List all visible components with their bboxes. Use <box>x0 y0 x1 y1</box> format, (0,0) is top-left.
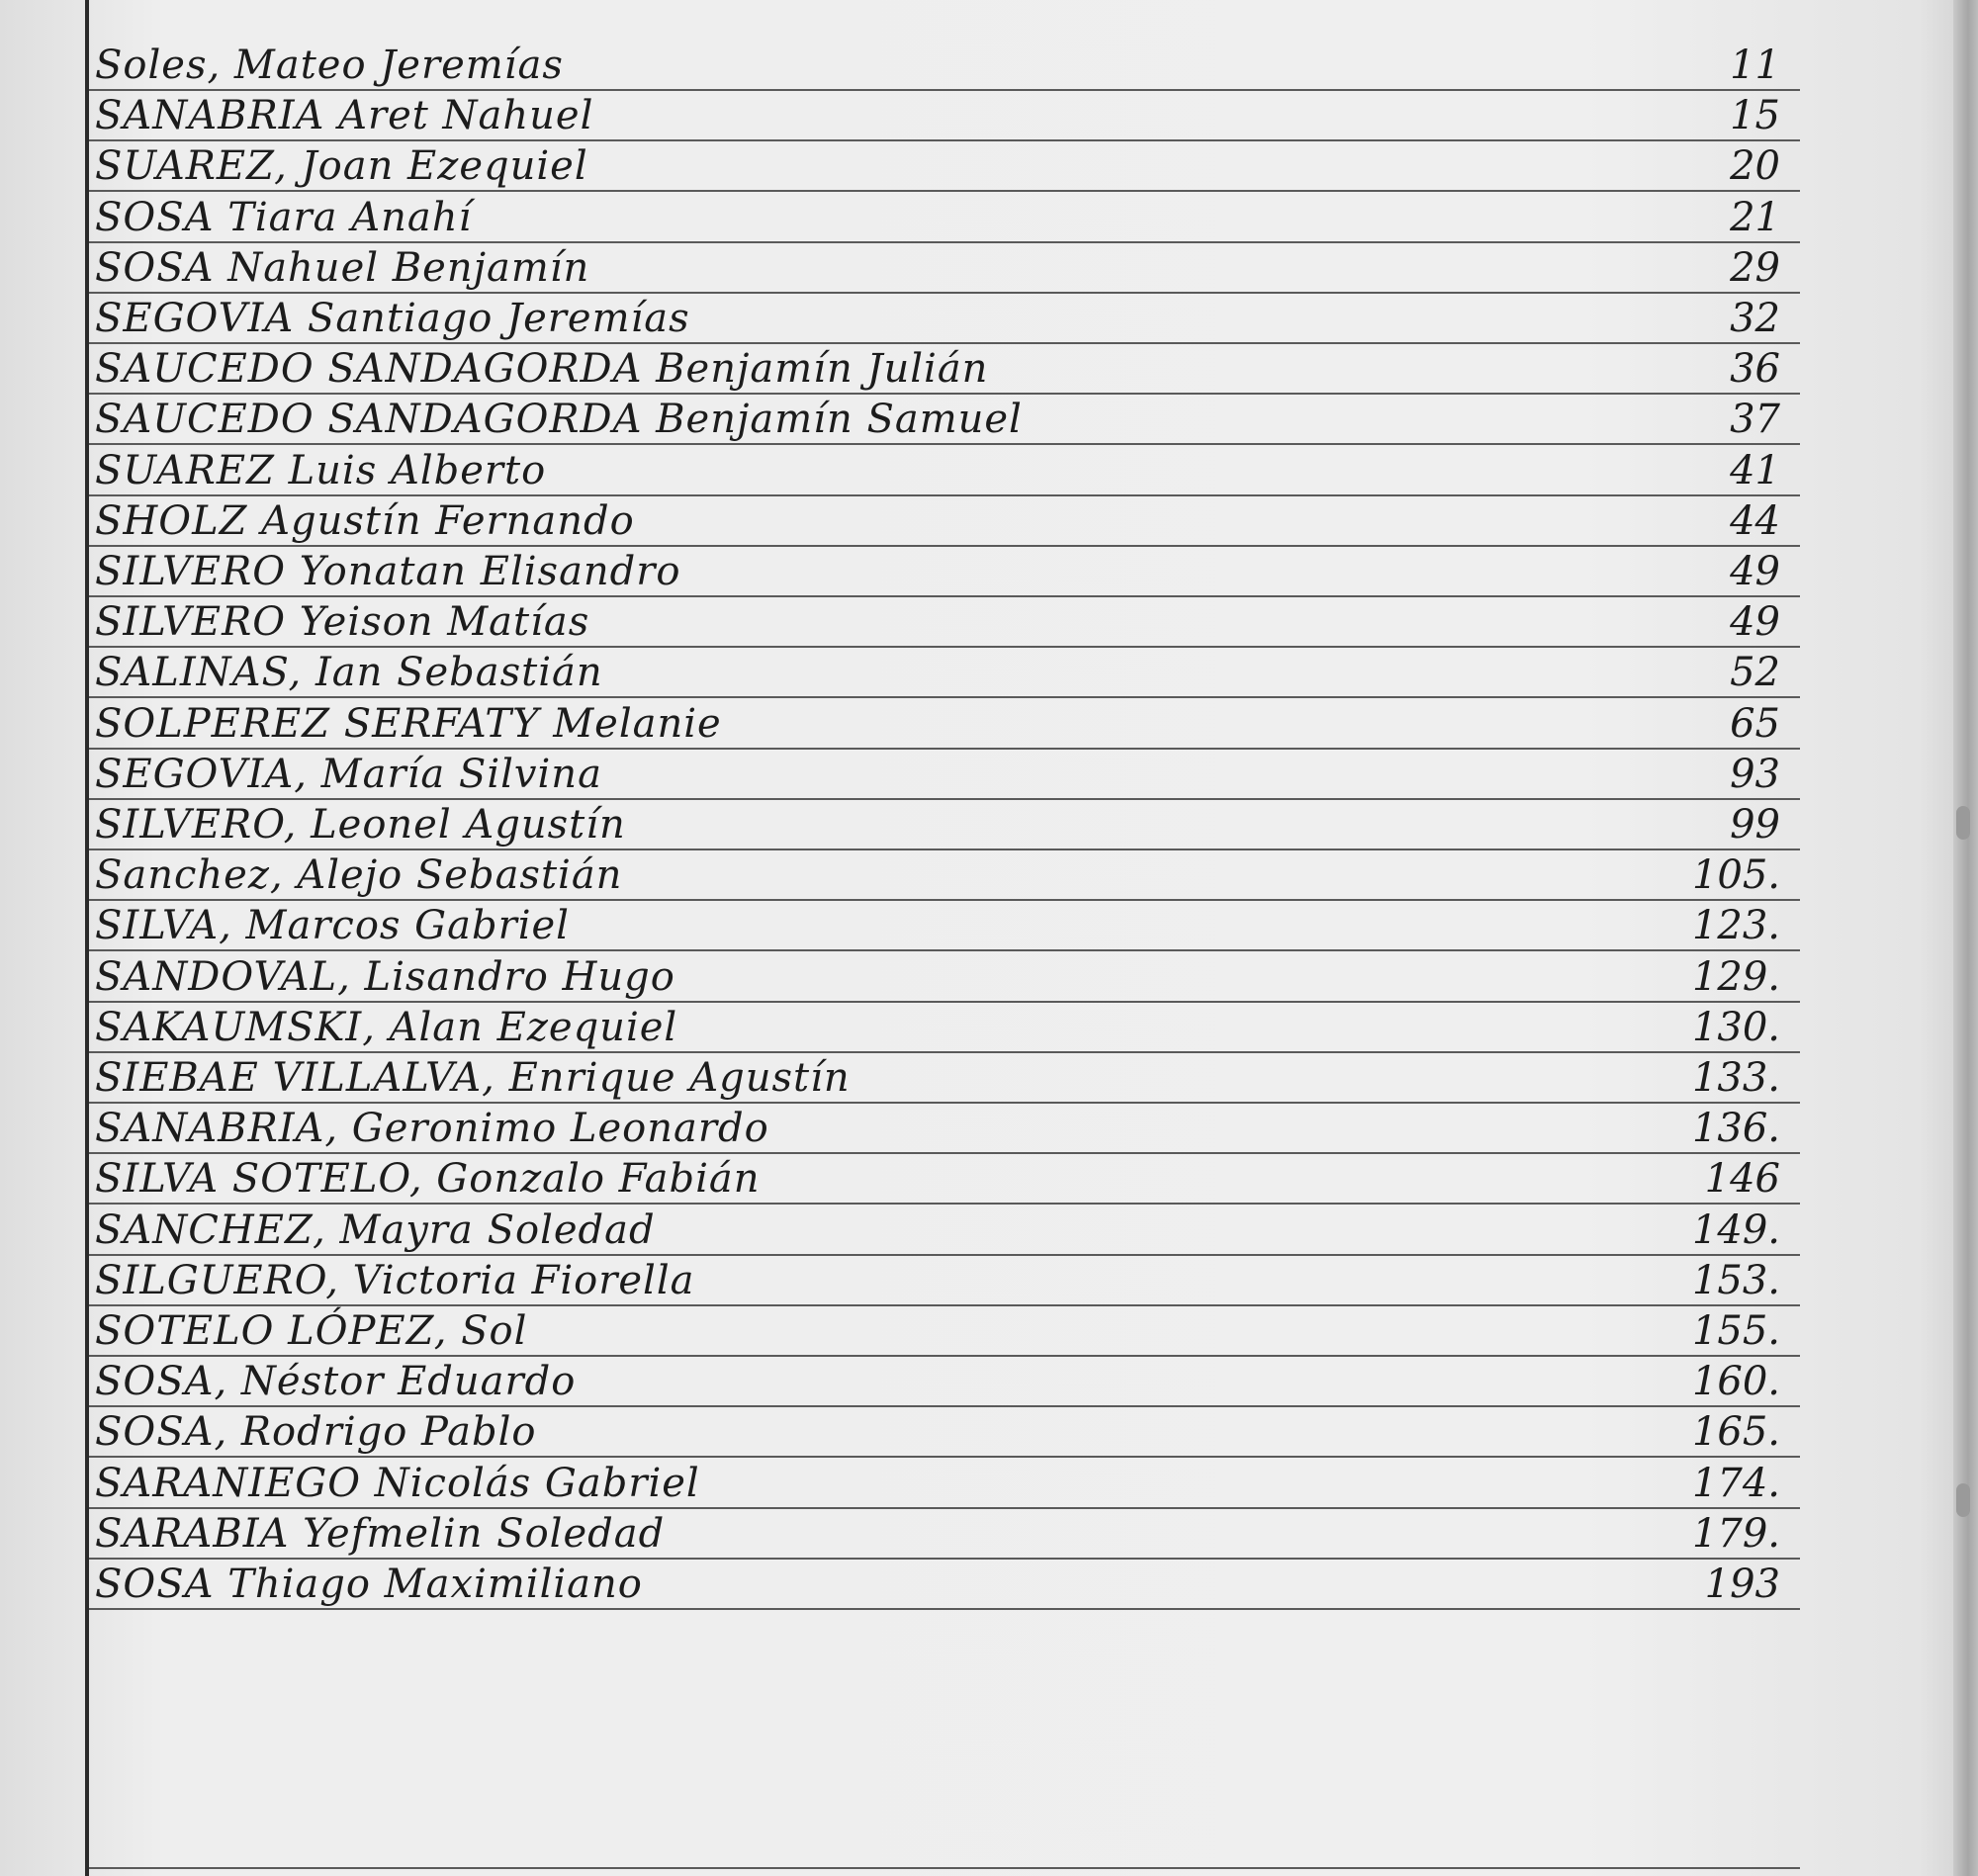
entry-number: 105. <box>1691 852 1780 899</box>
entry-number: 37 <box>1730 397 1780 443</box>
entry-name: SOLPEREZ SERFATY Melanie <box>95 700 722 747</box>
entry-number: 29 <box>1730 244 1780 291</box>
ruled-line <box>89 1608 1800 1610</box>
entry-name: SARANIEGO Nicolás Gabriel <box>95 1460 700 1506</box>
entry-number: 44 <box>1730 497 1780 544</box>
entry-name: SAKAUMSKI, Alan Ezequiel <box>95 1004 678 1050</box>
list-item <box>89 394 1800 445</box>
list-item <box>89 951 1800 1003</box>
entry-number: 165. <box>1691 1409 1780 1456</box>
entry-name: SUAREZ, Joan Ezequiel <box>95 143 588 190</box>
list-item <box>89 192 1800 243</box>
list-item <box>89 799 1800 850</box>
entry-name: SILVA SOTELO, Gonzalo Fabián <box>95 1156 761 1203</box>
entry-number: 32 <box>1730 296 1780 341</box>
entry-name: SANABRIA Aret Nahuel <box>95 93 594 139</box>
entry-name: SANDOVAL, Lisandro Hugo <box>95 953 675 1000</box>
binder-hole <box>1956 806 1970 840</box>
entry-name: SANCHEZ, Mayra Soledad <box>95 1206 656 1253</box>
list-item <box>89 1508 1800 1560</box>
entry-number: 149. <box>1691 1206 1780 1253</box>
entry-name: Soles, Mateo Jeremías <box>95 43 564 88</box>
page-fold-shadow <box>1953 0 1978 1876</box>
list-item <box>89 343 1800 395</box>
binder-hole <box>1956 1483 1970 1517</box>
entry-number: 21 <box>1730 194 1780 240</box>
entry-number: 193 <box>1704 1562 1780 1607</box>
handwritten-list <box>89 0 1929 1876</box>
entry-number: 49 <box>1730 549 1780 594</box>
list-item <box>89 1002 1800 1053</box>
list-item <box>89 546 1800 597</box>
list-item <box>89 1356 1800 1407</box>
entry-name: SOSA Nahuel Benjamín <box>95 244 590 291</box>
entry-number: 49 <box>1730 599 1780 646</box>
entry-name: SAUCEDO SANDAGORDA Benjamín Julián <box>95 346 989 393</box>
entry-number: 36 <box>1730 346 1780 393</box>
entry-name: SOSA Tiara Anahí <box>95 194 473 240</box>
list-item <box>89 40 1800 91</box>
entry-name: SOSA, Néstor Eduardo <box>95 1359 577 1405</box>
list-item <box>89 90 1800 141</box>
list-item <box>89 1458 1800 1509</box>
ruled-line <box>89 1867 1800 1869</box>
entry-name: SILVERO, Leonel Agustín <box>95 802 626 848</box>
list-item <box>89 1406 1800 1458</box>
entry-number: 52 <box>1730 650 1780 696</box>
entry-name: SALINAS, Ian Sebastián <box>95 650 603 696</box>
entry-number: 133. <box>1691 1055 1780 1101</box>
entry-name: SILVERO Yeison Matías <box>95 599 590 646</box>
entry-name: SEGOVIA Santiago Jeremías <box>95 296 690 341</box>
entry-number: 11 <box>1730 43 1780 88</box>
entry-name: SHOLZ Agustín Fernando <box>95 497 635 544</box>
entry-name: SOSA, Rodrigo Pablo <box>95 1409 537 1456</box>
entry-name: SILGUERO, Victoria Fiorella <box>95 1257 695 1303</box>
list-item <box>89 1305 1800 1357</box>
entry-number: 160. <box>1691 1359 1780 1405</box>
entry-number: 155. <box>1691 1308 1780 1354</box>
list-item <box>89 647 1800 698</box>
entry-name: SIEBAE VILLALVA, Enrique Agustín <box>95 1055 851 1101</box>
entry-name: SOTELO LÓPEZ, Sol <box>95 1308 528 1354</box>
entry-name: SAUCEDO SANDAGORDA Benjamín Samuel <box>95 397 1023 443</box>
entry-number: 130. <box>1691 1004 1780 1050</box>
entry-number: 146 <box>1704 1156 1780 1203</box>
entry-number: 129. <box>1691 953 1780 1000</box>
entry-number: 136. <box>1691 1106 1780 1152</box>
entry-name: SANABRIA, Geronimo Leonardo <box>95 1106 769 1152</box>
entry-name: SILVERO Yonatan Elisandro <box>95 549 681 594</box>
list-item <box>89 749 1800 800</box>
entry-number: 93 <box>1730 751 1780 797</box>
list-item <box>89 1559 1800 1610</box>
list-item <box>89 1153 1800 1205</box>
entry-name: SEGOVIA, María Silvina <box>95 751 602 797</box>
entry-number: 15 <box>1730 93 1780 139</box>
list-item <box>89 293 1800 344</box>
list-item <box>89 140 1800 192</box>
list-item <box>89 445 1800 496</box>
list-item <box>89 495 1800 547</box>
entry-number: 153. <box>1691 1257 1780 1303</box>
entry-name: SUAREZ Luis Alberto <box>95 447 547 493</box>
entry-number: 123. <box>1691 903 1780 949</box>
list-item <box>89 242 1800 294</box>
list-item <box>89 849 1800 901</box>
entry-name: Sanchez, Alejo Sebastián <box>95 852 623 899</box>
list-item <box>89 1103 1800 1154</box>
list-item <box>89 596 1800 648</box>
list-item <box>89 698 1800 750</box>
entry-number: 65 <box>1730 700 1780 747</box>
entry-number: 174. <box>1691 1460 1780 1506</box>
entry-number: 20 <box>1730 143 1780 190</box>
list-item <box>89 1052 1800 1104</box>
list-item <box>89 900 1800 951</box>
list-item <box>89 1205 1800 1256</box>
list-item <box>89 1255 1800 1306</box>
entry-number: 99 <box>1730 802 1780 848</box>
entry-name: SILVA, Marcos Gabriel <box>95 903 570 949</box>
entry-name: SARABIA Yefmelin Soledad <box>95 1510 666 1557</box>
entry-name: SOSA Thiago Maximiliano <box>95 1562 643 1607</box>
entry-number: 41 <box>1730 447 1780 493</box>
entry-number: 179. <box>1691 1510 1780 1557</box>
